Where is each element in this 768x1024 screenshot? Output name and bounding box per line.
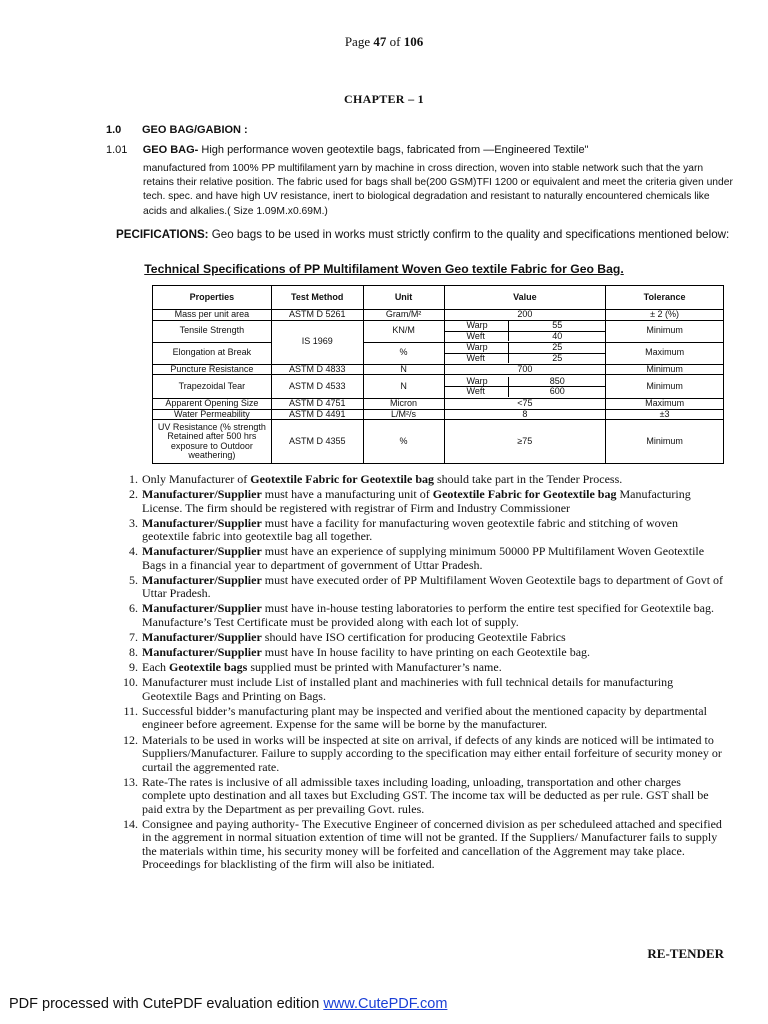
list-item: 8. Manufacturer/Supplier must have In house facility to have printing on each Geotextile bag. <box>129 645 591 660</box>
list-item: 7. Manufacturer/Supplier should have ISO certification for producing Geotextile Fabrics <box>129 630 566 645</box>
subsection-line: 1.01 GEO BAG- High performance woven geotextile bags, fabricated from —Engineered Textile" <box>106 144 589 156</box>
list-item: 2. Manufacturer/Supplier must have a manufacturing unit of Geotextile Fabric for Geotextile bag Manufacturing License. The firm should be registered with registrar of Firm and Industry Commissioner <box>129 487 691 515</box>
section-number: 1.0 <box>106 124 122 136</box>
table-row: Water Permeability ASTM D 4491 L/M²/s 8 ±3 <box>153 409 724 420</box>
table-header-row <box>153 286 724 310</box>
list-item: 1. Only Manufacturer of Geotextile Fabric for Geotextile bag should take part in the Tender Process. <box>129 472 623 486</box>
conditions-list <box>116 473 726 873</box>
page-number: Page 47 of 106 <box>344 34 424 49</box>
chapter-heading: CHAPTER – 1 <box>344 92 424 106</box>
cutepdf-link[interactable]: www.CutePDF.com <box>323 996 448 1012</box>
table-row: Elongation at Break % Warp 25 Weft 25 Maximum <box>153 342 724 364</box>
section-title: GEO BAG/GABION : <box>142 124 248 136</box>
description-paragraph: manufactured from 100% PP multifilament yarn by machine in cross direction, woven into stable network such that the yarn retains their relative position. The fabric used for bags shall be(200 GSM)TFI 1200 or equivalent and meet the criteria given under tech. spec. and have high UV resistance, inert to biological degradation and resistant to naturally encountered chemicals like acids and alkalies.( Size 1.09M.x0.69M.) <box>143 163 733 217</box>
section-heading <box>106 124 248 136</box>
list-item: 4. Manufacturer/Supplier must have an experience of supplying minimum 50000 PP Multifilament Woven Geotextile Bags in a financial year to department of government of Uttar Pradesh. <box>129 544 705 572</box>
table-row: Trapezoidal Tear ASTM D 4533 N Warp 850 Weft 600 Minimum <box>153 375 724 399</box>
table-row: Mass per unit area ASTM D 5261 Gram/M² 200 ± 2 (%) <box>153 310 724 321</box>
header-value: Value <box>444 286 606 310</box>
table-row: Tensile Strength IS 1969 KN/M Warp 55 Weft 40 Minimum <box>153 320 724 342</box>
header-test-method: Test Method <box>271 286 363 310</box>
list-item: 6. Manufacturer/Supplier must have in-house testing laboratories to perform the entire test specified for Geotextile bag. Manufacture’s Test Certificate must be provided along with each lot of supply. <box>129 601 714 629</box>
list-item: 12. Materials to be used in works will be inspected at site on arrival, if defects of any kinds are noticed will be intimated to Suppliers/Manufacturer. Failure to supply according to the specification may either entail forfeiture of security money or curtail the aggremented rate. <box>123 732 722 774</box>
specifications-paragraph: PECIFICATIONS: Geo bags to be used in works must strictly confirm to the quality and specifications mentioned below: <box>116 228 730 241</box>
spec-table <box>152 285 724 464</box>
table-title: Technical Specifications of PP Multifilament Woven Geo textile Fabric for Geo Bag. <box>144 262 624 276</box>
header-unit: Unit <box>363 286 444 310</box>
header-tolerance: Tolerance <box>606 286 724 310</box>
list-item: 5. Manufacturer/Supplier must have executed order of PP Multifilament Woven Geotextile bags to department of Govt of Uttar Pradesh. <box>129 572 724 601</box>
table-row: Apparent Opening Size ASTM D 4751 Micron <75 Maximum <box>153 399 724 410</box>
list-item: 9. Each Geotextile bags supplied must be printed with Manufacturer’s name. <box>129 660 502 675</box>
list-item: 11. Successful bidder’s manufacturing plant may be inspected and verified about the mentioned capacity by departmental engineer before agreement. Expense for the same will be borne by the manufacturer. <box>123 703 707 732</box>
table-row: Puncture Resistance ASTM D 4833 N 700 Minimum <box>153 364 724 375</box>
table-row: UV Resistance (% strength Retained after 500 hrs exposure to Outdoor weathering) ASTM D 4355 % ≥75 Minimum <box>153 420 724 464</box>
pdf-footer: PDF processed with CutePDF evaluation edition www.CutePDF.com <box>9 996 448 1012</box>
list-item: 10. Manufacturer must include List of installed plant and machineries with full technical details for manufacturing Geotextile Bags and Printing on Bags. <box>123 675 674 703</box>
retender-label: RE-TENDER <box>647 946 724 961</box>
list-item: 14. Consignee and paying authority- The Executive Engineer of concerned division as per scheduleed attached and specified in the aggrement in normal situation extention of time will not be granted. If the Suppliers/ Manufacturer fails to supply the materials within time, his security money will be forfeited and cancellation of the Aggrement may take place. Proceedings for blacklisting of the firm will also be initiated. <box>123 816 722 872</box>
list-item: 3. Manufacturer/Supplier must have a facility for manufacturing woven geotextile fabric and stitching of woven geotextile fabric into geotextile bag all together. <box>129 515 678 544</box>
header-properties: Properties <box>153 286 272 310</box>
list-item: 13. Rate-The rates is inclusive of all admissible taxes including loading, unloading, transportation and other charges complete upto destination and all taxes but Excluding GST. The income tax will be deducted as per rule. GST shall be paid extra by the Department as per prevailing Govt. rules. <box>123 774 709 816</box>
